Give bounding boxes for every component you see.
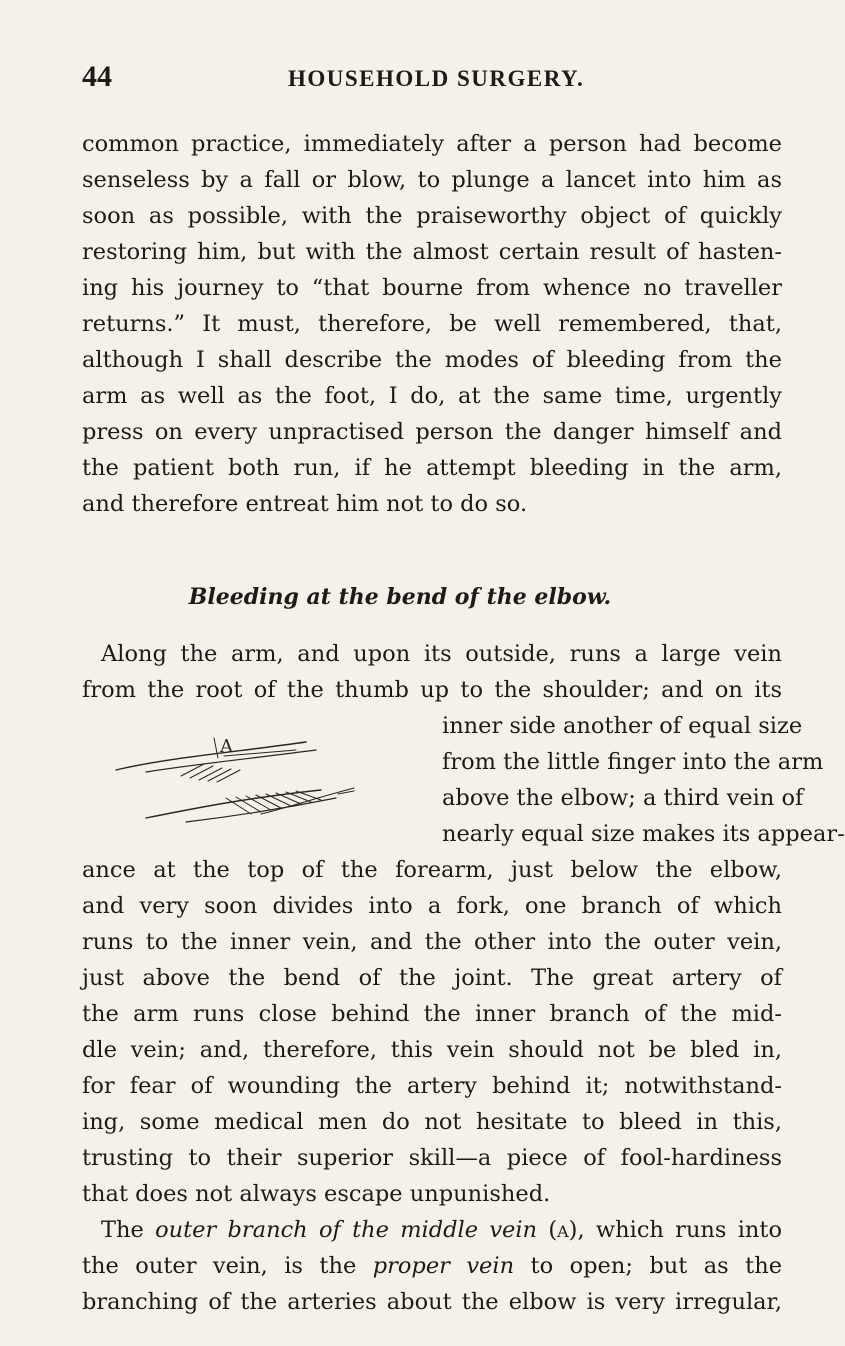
text-line: nearly equal size makes its appear- [442,821,845,847]
figure-reference-a: a [557,1217,569,1243]
text-line: above the elbow; a third vein of [442,785,804,811]
text-line: restoring him, but with the almost certain result of hasten- [82,239,782,265]
running-title: HOUSEHOLD SURGERY. [288,66,585,91]
text-line: ance at the top of the forearm, just below the elbow, [82,857,782,883]
text-line: returns.” It must, therefore, be well remembered, that, [82,311,782,337]
text-line: inner side another of equal size [442,713,803,739]
text-line: senseless by a fall or blow, to plunge a lancet into him as [82,167,782,193]
arm-veins-illustration [86,728,436,833]
text-line: ing his journey to “that bourne from whence no traveller [82,275,782,301]
text-line: Along the arm, and upon its outside, runs a large vein [101,641,782,667]
vein-figure-svg [86,728,436,833]
text-line: the patient both run, if he attempt bleeding in the arm, [82,455,782,481]
text-line: arm as well as the foot, I do, at the same time, urgently [82,383,782,409]
italic-phrase-outer-branch: outer branch of the middle vein [155,1217,538,1243]
text-line: although I shall describe the modes of bleeding from the [82,347,782,373]
text-line: runs to the inner vein, and the other into the outer vein, [82,929,782,955]
text-line: the arm runs close behind the inner branch of the mid- [82,1001,782,1027]
text-line: dle vein; and, therefore, this vein should not be bled in, [82,1037,782,1063]
text-line: press on every unpractised person the danger himself and [82,419,782,445]
text-line [82,1248,782,1284]
text-line: common practice, immediately after a person had become [82,131,782,157]
text-run: ), which runs into [568,1217,783,1243]
figure-label-a: A [220,736,233,757]
text-line [101,1212,782,1248]
text-run: The [101,1217,156,1243]
text-line: and therefore entreat him not to do so. [82,491,528,517]
text-line: for fear of wounding the artery behind it; notwithstand- [82,1073,782,1099]
text-line: branching of the arteries about the elbow is very irregular, [82,1289,782,1315]
text-line: and very soon divides into a fork, one branch of which [82,893,782,919]
text-run: to open; but as the [514,1253,783,1279]
page-number: 44 [82,60,112,93]
text-run: ( [537,1217,558,1243]
text-line: from the root of the thumb up to the shoulder; and on its [82,677,782,703]
text-line: trusting to their superior skill—a piece of fool-hardiness [82,1145,782,1171]
text-line: ing, some medical men do not hesitate to bleed in this, [82,1109,782,1135]
text-line: that does not always escape unpunished. [82,1181,551,1207]
text-line: from the little finger into the arm [442,749,824,775]
text-run: the outer vein, is the [82,1253,373,1279]
page-header [82,60,782,100]
italic-phrase-proper-vein: proper vein [372,1253,515,1279]
section-heading: Bleeding at the bend of the elbow. [188,584,612,610]
text-line: just above the bend of the joint. The great artery of [82,965,782,991]
text-line: soon as possible, with the praiseworthy object of quickly [82,203,782,229]
